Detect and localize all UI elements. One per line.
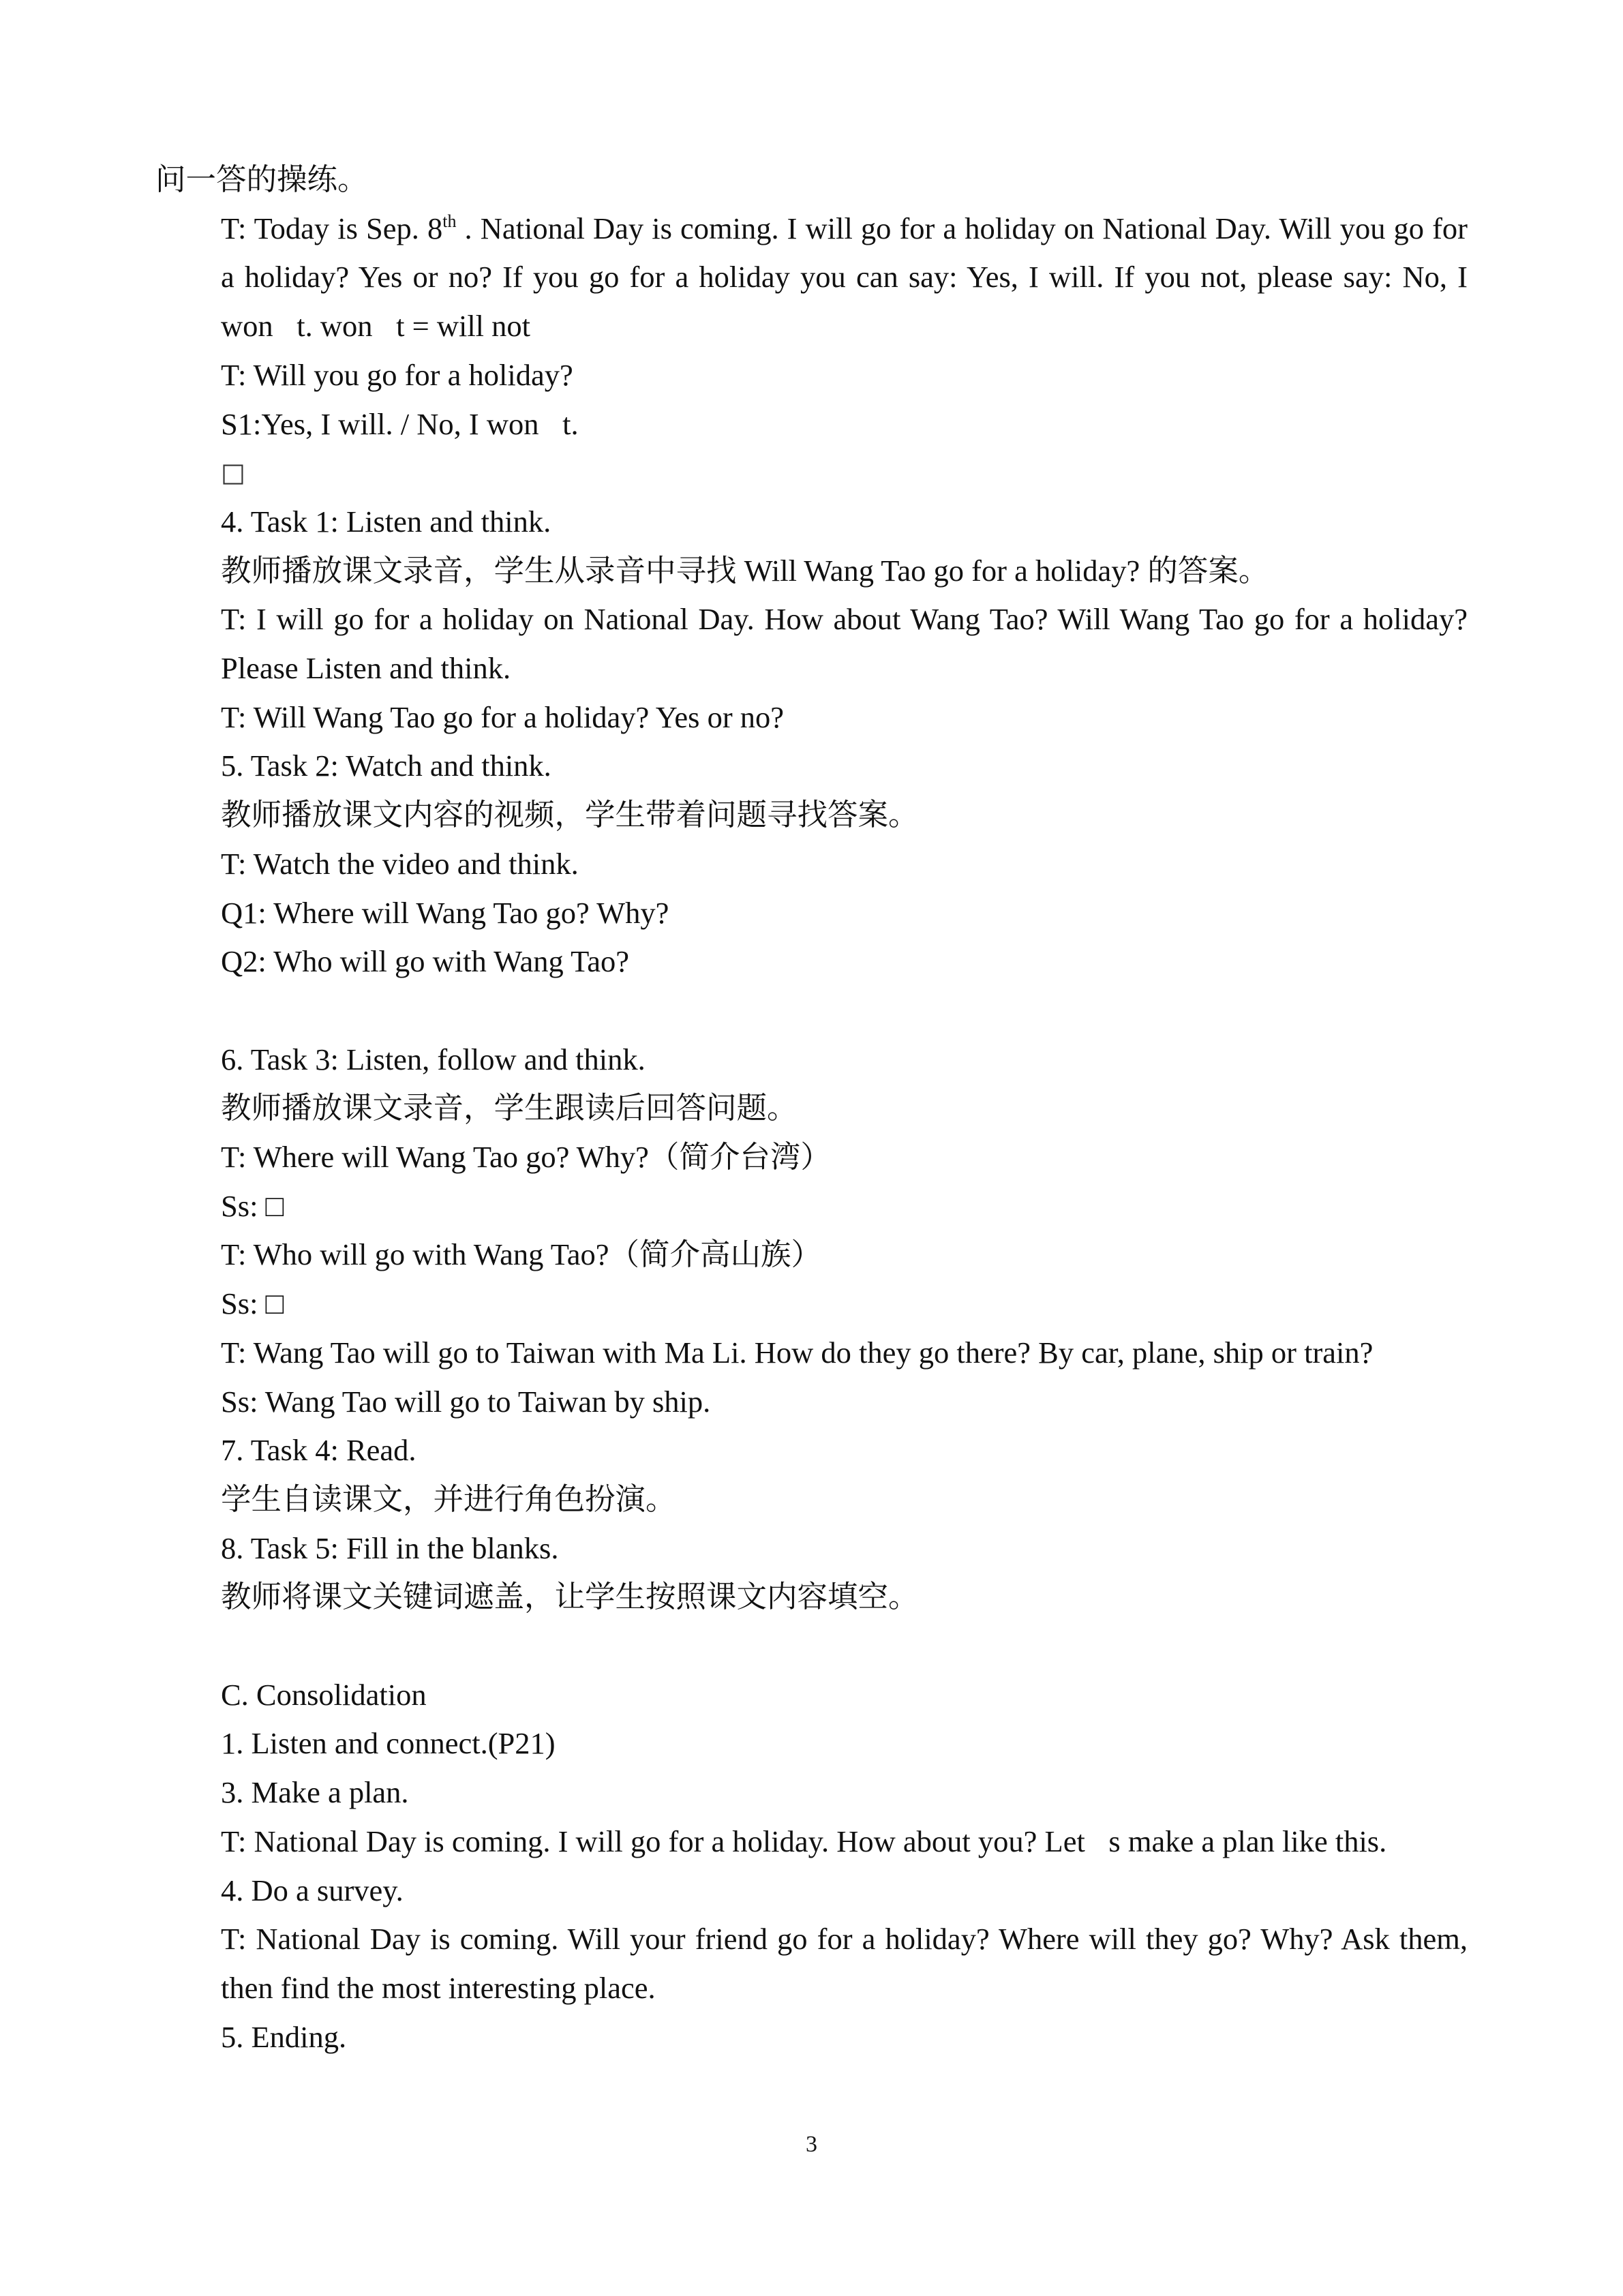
text-span: . National Day is coming. I will go for a holiday on National Day. Will you go for a holiday? Yes or no? If you go for a holiday you can say: Yes, I will. If you not, please say: No, I won t. won t = will not <box>221 211 1468 344</box>
text-line: 5. Ending. <box>221 2019 347 2054</box>
text-line: Ss: Wang Tao will go to Taiwan by ship. <box>221 1384 711 1419</box>
paragraph: T: National Day is coming. Will your friend go for a holiday? Where will they go? Why? Ask them, then find the most interesting place. <box>221 1922 1468 2005</box>
text-line: T: National Day is coming. I will go for a holiday. How about you? Let s make a plan like this. <box>221 1824 1387 1858</box>
text-span: T: Today is Sep. 8 <box>221 211 443 245</box>
text-line: Ss: □ <box>221 1188 284 1223</box>
text-line: 4. Do a survey. <box>221 1873 404 1907</box>
superscript-th: th <box>442 211 457 231</box>
task-heading: 8. Task 5: Fill in the blanks. <box>221 1530 559 1565</box>
text-line: 教师将课文关键词遮盖，让学生按照课文内容填空。 <box>221 1580 919 1614</box>
text-line: Ss: □ <box>221 1286 284 1321</box>
text-line: T: Who will go with Wang Tao?（简介高山族） <box>221 1237 822 1272</box>
document-body <box>155 155 1468 2061</box>
page-number: 3 <box>806 2132 817 2157</box>
task-heading: 4. Task 1: Listen and think. <box>221 504 551 539</box>
text-line: T: Where will Wang Tao go? Why?（简介台湾） <box>221 1140 831 1175</box>
task-heading: 5. Task 2: Watch and think. <box>221 749 551 783</box>
blank-line <box>155 986 1468 1036</box>
text-line: T: Will Wang Tao go for a holiday? Yes or no? <box>221 699 785 734</box>
text-line: T: Will you go for a holiday? <box>221 357 573 392</box>
task-heading: 7. Task 4: Read. <box>221 1433 416 1468</box>
paragraph: T: Wang Tao will go to Taiwan with Ma Li. How do they go there? By car, plane, ship or train? <box>221 1335 1374 1370</box>
question-line: Q2: Who will go with Wang Tao? <box>221 944 629 979</box>
question-line: Q1: Where will Wang Tao go? Why? <box>221 895 669 930</box>
text-line: T: Watch the video and think. <box>221 846 579 881</box>
text-line: 教师播放课文录音，学生从录音中寻找 Will Wang Tao go for a holiday? 的答案。 <box>221 553 1269 588</box>
text-line: 1. Listen and connect.(P21) <box>221 1726 556 1761</box>
task-heading: 6. Task 3: Listen, follow and think. <box>221 1042 646 1076</box>
blank-line <box>155 1622 1468 1671</box>
paragraph: T: I will go for a holiday on National Day. How about Wang Tao? Will Wang Tao go for a holiday? Please Listen and think. <box>221 602 1468 686</box>
text-line: 问一答的操练。 <box>155 162 368 196</box>
text-line: 教师播放课文录音，学生跟读后回答问题。 <box>221 1091 798 1126</box>
placeholder-box: □ <box>221 457 245 488</box>
paragraph-teacher-intro <box>155 205 1468 351</box>
text-line: 教师播放课文内容的视频，学生带着问题寻找答案。 <box>221 798 919 832</box>
text-line: 学生自读课文，并进行角色扮演。 <box>221 1481 676 1516</box>
text-line: S1:Yes, I will. / No, I won t. <box>221 406 579 441</box>
section-heading: C. Consolidation <box>221 1677 427 1712</box>
text-line: 3. Make a plan. <box>221 1775 409 1810</box>
